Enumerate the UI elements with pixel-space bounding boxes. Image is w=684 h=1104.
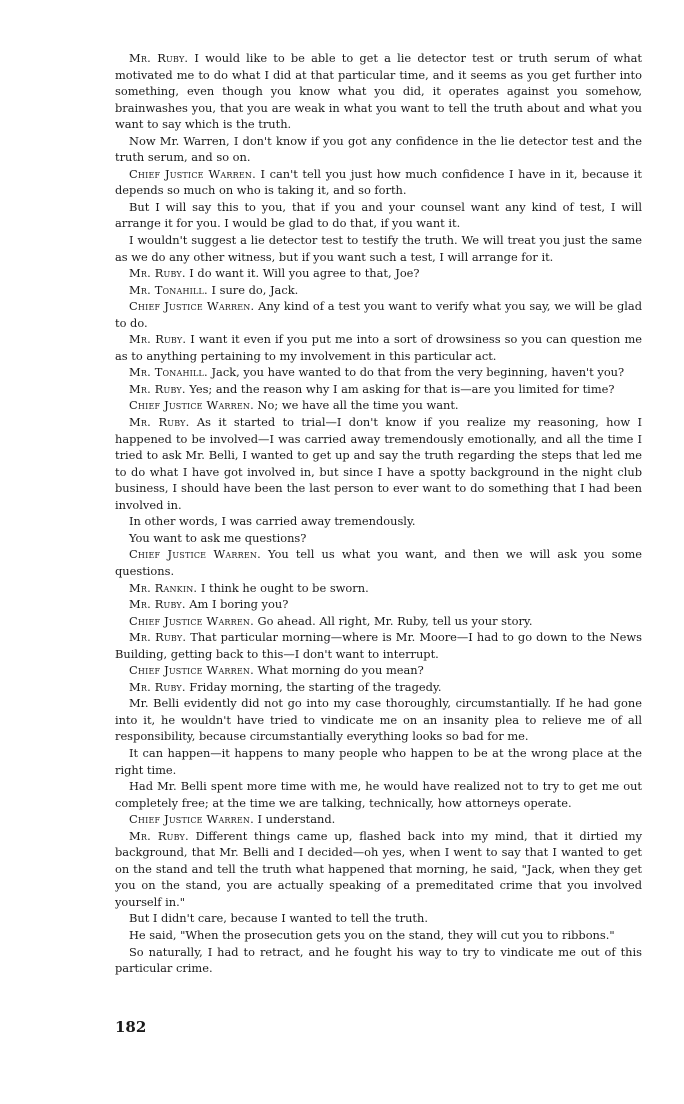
testimony-paragraph (115, 298, 642, 331)
testimony-paragraph (115, 811, 642, 828)
testimony-paragraph (115, 133, 642, 166)
paragraph-text: I wouldn't suggest a lie detector test to testify the truth. We will treat you just the same as we do any other witness, but if you want such a test, I will arrange for it. (115, 233, 642, 264)
testimony-paragraph (115, 613, 642, 630)
testimony-paragraph (115, 695, 642, 745)
testimony-paragraph (115, 50, 642, 133)
paragraph-text: I do want it. Will you agree to that, Joe? (185, 266, 420, 281)
paragraph-text: No; we have all the time you want. (253, 398, 459, 413)
speaker-name: Mr. Ruby. (129, 381, 186, 396)
paragraph-text: As it started to trial—I don't know if you realize my reasoning, how I happened to be involved—I was carried away tremendously emotionally, and all the time I tried to ask Mr. Belli, I wanted to get up and say the truth regarding the steps that led me to do what I have got involved in, but since I have a spotty background in the night club business, I should have been the last person to ever want to do something that I had been involved in. (115, 415, 643, 512)
speaker-name: Mr. Rankin. (129, 580, 198, 595)
testimony-paragraph (115, 927, 642, 944)
testimony-paragraph (115, 596, 642, 613)
speaker-name: Mr. Ruby. (129, 597, 186, 612)
paragraph-text: Go ahead. All right, Mr. Ruby, tell us your story. (253, 613, 533, 628)
paragraph-text: So naturally, I had to retract, and he fought his way to try to vindicate me out of this particular crime. (115, 944, 642, 976)
paragraph-text: Any kind of a test you want to verify what you say, we will be glad to do. (115, 299, 642, 330)
testimony-paragraph (115, 629, 642, 662)
speaker-name: Chief Justice Warren. (129, 547, 261, 562)
speaker-name: Chief Justice Warren. (129, 812, 254, 827)
speaker-name: Chief Justice Warren. (129, 166, 256, 181)
testimony-paragraph (115, 910, 642, 927)
page-number: 182 (115, 1018, 147, 1036)
paragraph-text: Now Mr. Warren, I don't know if you got any confidence in the lie detector test and the truth serum, and so on. (115, 133, 642, 165)
testimony-paragraph (115, 265, 642, 282)
speaker-name: Mr. Ruby. (129, 51, 189, 65)
testimony-paragraph (115, 199, 642, 232)
paragraph-text: It can happen—it happens to many people who happen to be at the wrong place at the right time. (115, 745, 642, 777)
testimony-paragraph (115, 397, 642, 414)
paragraph-text: In other words, I was carried away tremendously. (129, 514, 416, 529)
paragraph-text: You want to ask me questions? (129, 530, 307, 545)
testimony-paragraph (115, 546, 642, 579)
paragraph-text: Jack, you have wanted to do that from the very beginning, haven't you? (207, 365, 625, 380)
paragraph-text: Mr. Belli evidently did not go into my case thoroughly, circumstantially. If he had gone into it, he wouldn't have tried to vindicate me on an insanity plea to relieve me of all responsibility, because circumstantially everything looks so bad for me. (115, 696, 642, 744)
speaker-name: Mr. Tonahill. (129, 365, 208, 380)
paragraph-text: But I will say this to you, that if you and your counsel want any kind of test, I will arrange it for you. I would be glad to do that, if you want it. (115, 199, 642, 231)
testimony-paragraph (115, 364, 642, 381)
testimony-paragraph (115, 778, 642, 811)
paragraph-text: I understand. (253, 812, 336, 827)
paragraph-text: I would like to be able to get a lie detector test or truth serum of what motivated me to do what I did at that particular time, and it seems as you get further into something, even though you know what you did, it operates against you somehow, brainwashes you, that you are weak in what you want to tell the truth about and what you want to say which is the truth. (115, 51, 643, 132)
speaker-name: Mr. Ruby. (129, 266, 186, 281)
paragraph-text: Am I boring you? (185, 597, 289, 612)
testimony-paragraph (115, 745, 642, 778)
speaker-name: Chief Justice Warren. (129, 299, 255, 314)
speaker-name: Mr. Ruby. (129, 415, 190, 430)
paragraph-text: I sure do, Jack. (207, 282, 299, 297)
speaker-name: Mr. Ruby. (129, 828, 189, 843)
testimony-paragraph (115, 282, 642, 299)
testimony-paragraph (115, 331, 642, 364)
speaker-name: Chief Justice Warren. (129, 613, 254, 628)
paragraph-text: But I didn't care, because I wanted to tell the truth. (129, 911, 428, 926)
testimony-paragraph (115, 944, 642, 977)
testimony-paragraph (115, 513, 642, 530)
paragraph-text: Had Mr. Belli spent more time with me, he would have realized not to try to get me out completely free; at the time we are talking, technically, how attorneys operate. (115, 779, 642, 810)
paragraph-text: I want it even if you put me into a sort of drowsiness so you can question me as to anything pertaining to my involvement in this particular act. (115, 332, 642, 363)
paragraph-text: That particular morning—where is Mr. Moore—I had to go down to the News Building, getting back to this—I don't want to interrupt. (115, 630, 642, 661)
testimony-paragraph (115, 414, 642, 513)
testimony-paragraph (115, 381, 642, 398)
paragraph-text: Yes; and the reason why I am asking for that is—are you limited for time? (185, 381, 615, 396)
speaker-name: Chief Justice Warren. (129, 398, 254, 413)
testimony-paragraph (115, 662, 642, 679)
testimony-paragraph (115, 530, 642, 547)
testimony-paragraph (115, 580, 642, 597)
paragraph-text: Different things came up, flashed back into my mind, that it dirtied my background, that Mr. Belli and I decided—oh yes, when I went to say that I wanted to get on the stand and tell the truth what happened that morning, he said, "Jack, when they get you on the stand, you are actually speaking of a premeditated crime that you involved yourself in." (115, 828, 643, 909)
testimony-paragraph (115, 679, 642, 696)
speaker-name: Mr. Ruby. (129, 332, 187, 347)
testimony-paragraph (115, 232, 642, 265)
paragraph-text: I think he ought to be sworn. (197, 580, 369, 595)
testimony-paragraph (115, 828, 642, 911)
testimony-text (115, 50, 642, 977)
paragraph-text: He said, "When the prosecution gets you on the stand, they will cut you to ribbons." (129, 927, 615, 942)
testimony-paragraph (115, 166, 642, 199)
paragraph-text: You tell us what you want, and then we will ask you some questions. (115, 547, 642, 578)
paragraph-text: I can't tell you just how much confidence I have in it, because it depends so much on who is taking it, and so forth. (115, 166, 642, 198)
paragraph-text: What morning do you mean? (253, 663, 424, 678)
paragraph-text: Friday morning, the starting of the tragedy. (185, 679, 442, 694)
speaker-name: Mr. Ruby. (129, 630, 187, 645)
speaker-name: Mr. Tonahill. (129, 282, 208, 297)
speaker-name: Mr. Ruby. (129, 679, 186, 694)
speaker-name: Chief Justice Warren. (129, 663, 254, 678)
